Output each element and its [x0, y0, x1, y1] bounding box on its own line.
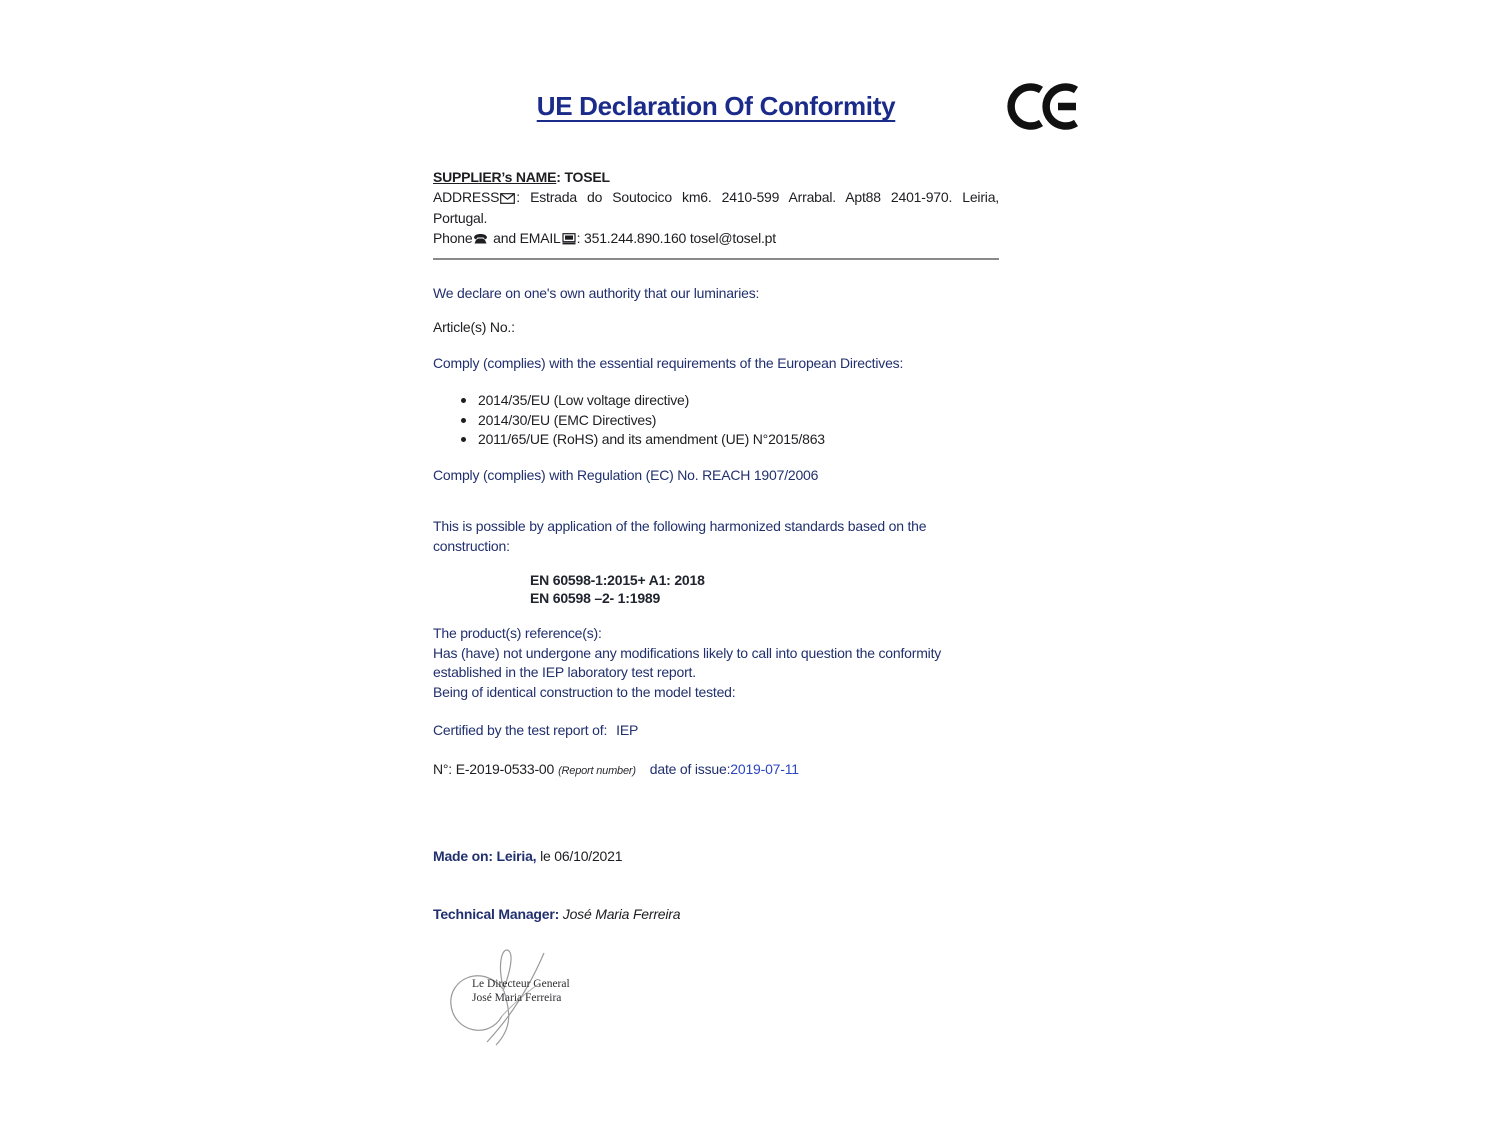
- list-item: [433, 430, 999, 450]
- bullet-icon: [461, 398, 466, 403]
- report-number-note: (Report number): [558, 765, 636, 777]
- harmonized-intro-line2: construction:: [433, 537, 510, 554]
- supplier-address-line1: [433, 188, 999, 210]
- ce-mark-icon: [1002, 80, 1078, 133]
- contact-value: 351.244.890.160 tosel@tosel.pt: [584, 229, 776, 246]
- signature-name: José Maria Ferreira: [472, 991, 562, 1004]
- harmonized-intro-line1: This is possible by application of the following harmonized standards based on the: [433, 518, 927, 534]
- technical-manager-value: José Maria Ferreira: [562, 906, 681, 922]
- made-on-label: Made on: Leiria,: [433, 848, 537, 864]
- contact-colon: :: [576, 229, 585, 246]
- phone-label: Phone: [433, 229, 473, 246]
- page-title: UE Declaration Of Conformity: [536, 91, 896, 121]
- product-reference-line: The product(s) reference(s):: [433, 625, 602, 641]
- made-on-value: le 06/10/2021: [536, 848, 623, 864]
- report-number-value: E-2019-0533-00: [455, 761, 555, 777]
- supplier-address-line2: Portugal.: [433, 210, 488, 227]
- directives-list: [433, 391, 999, 450]
- issue-date-value: 2019-07-11: [730, 761, 799, 777]
- harmonized-standards-intro: [433, 517, 999, 556]
- bullet-icon: [461, 418, 466, 423]
- supplier-name-line: [433, 168, 999, 188]
- report-number-line: [433, 760, 999, 782]
- telephone-icon: [473, 231, 488, 251]
- issue-date-label: date of issue:: [649, 761, 731, 777]
- made-on-line: [433, 847, 999, 867]
- address-label: ADDRESS: [433, 188, 500, 205]
- certified-label: Certified by the test report of:: [433, 722, 608, 738]
- report-number-label: N°:: [433, 761, 456, 777]
- identical-construction-line: Being of identical construction to the model tested:: [433, 683, 736, 700]
- supplier-contact-line: [433, 229, 999, 251]
- signature-title: Le Directeur General: [472, 978, 570, 990]
- articles-line: Article(s) No.:: [433, 319, 515, 335]
- supplier-name-value: TOSEL: [564, 169, 610, 185]
- section-divider: [433, 258, 999, 260]
- envelope-icon: [500, 190, 515, 210]
- list-item: [433, 391, 999, 411]
- technical-manager-line: [433, 905, 999, 925]
- directive-text: 2011/65/UE (RoHS) and its amendment (UE) N°2015/863: [478, 431, 825, 448]
- technical-manager-label: Technical Manager:: [433, 906, 560, 922]
- declaration-statement: We declare on one's own authority that our luminaries:: [433, 285, 760, 301]
- supplier-name-colon: :: [556, 169, 565, 185]
- computer-icon: [562, 231, 576, 251]
- product-reference-block: [433, 624, 999, 702]
- bullet-icon: [461, 437, 466, 442]
- ce-mark-logo: [1002, 80, 1078, 138]
- supplier-block: [433, 168, 999, 251]
- supplier-name-label: SUPPLIER’s NAME: [433, 169, 557, 185]
- comply-directives-statement: Comply (complies) with the essential requirements of the European Directives:: [433, 355, 904, 371]
- standard-line: EN 60598 –2- 1:1989: [530, 590, 661, 607]
- signature-text: [472, 978, 570, 1005]
- and-email-label: and EMAIL: [489, 229, 561, 246]
- address-text: Estrada do Soutocico km6. 2410-599 Arrabal. Apt88 2401-970. Leiria,: [530, 188, 999, 205]
- certified-line: [433, 721, 999, 741]
- modifications-line1: Has (have) not undergone any modifications likely to call into question the conformity: [433, 644, 942, 661]
- modifications-line2: established in the IEP laboratory test report.: [433, 664, 696, 681]
- list-item: [433, 411, 999, 431]
- address-colon: :: [516, 188, 531, 205]
- directive-text: 2014/35/EU (Low voltage directive): [478, 392, 690, 408]
- comply-reach-statement: Comply (complies) with Regulation (EC) No. REACH 1907/2006: [433, 467, 819, 483]
- standards-list: [530, 571, 705, 608]
- certified-value: IEP: [616, 722, 639, 738]
- standard-line: EN 60598-1:2015+ A1: 2018: [530, 572, 705, 588]
- directive-text: 2014/30/EU (EMC Directives): [478, 411, 657, 428]
